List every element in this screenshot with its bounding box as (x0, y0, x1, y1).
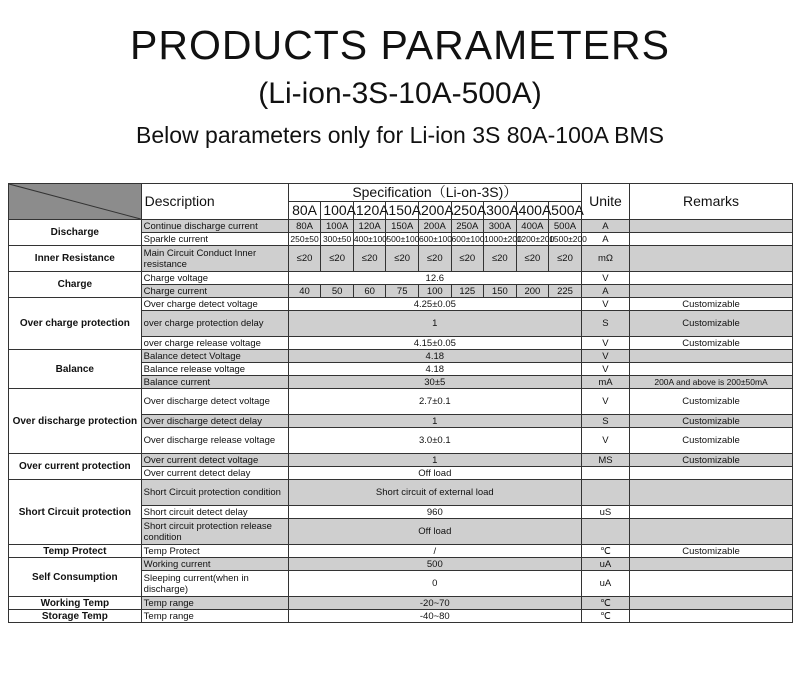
cell-value: 80A (288, 220, 321, 233)
cell-value: Off load (288, 467, 581, 480)
header-remarks: Remarks (630, 184, 793, 220)
row-description: Over discharge detect voltage (141, 389, 288, 415)
cell-unit: A (581, 285, 629, 298)
section-label: Charge (9, 272, 142, 298)
cell-value: 60 (353, 285, 386, 298)
section-label: Over charge protection (9, 298, 142, 350)
cell-unit: V (581, 350, 629, 363)
row-description: Sparkle current (141, 233, 288, 246)
cell-unit: V (581, 363, 629, 376)
diagonal-divider-icon (9, 184, 141, 219)
cell-value: 150A (386, 220, 419, 233)
cell-value: 250A (451, 220, 484, 233)
row-description: Over current detect voltage (141, 454, 288, 467)
parameters-table (8, 183, 793, 623)
section-label: Storage Temp (9, 610, 142, 623)
cell-value: ≤20 (288, 246, 321, 272)
cell-value: 100 (418, 285, 451, 298)
table-row (9, 389, 793, 415)
cell-remark (630, 506, 793, 519)
header-capacity: 120A (353, 202, 386, 220)
row-description: Over discharge release voltage (141, 428, 288, 454)
cell-unit (581, 480, 629, 506)
cell-remark: Customizable (630, 428, 793, 454)
table-row (9, 350, 793, 363)
cell-value: 400±100 (353, 233, 387, 244)
table-row (9, 545, 793, 558)
cell-unit: S (581, 311, 629, 337)
header-capacity: 200A (418, 202, 451, 220)
header-capacity: 300A (484, 202, 517, 220)
cell-value: 1 (288, 311, 581, 337)
cell-value: 960 (288, 506, 581, 519)
cell-value: 150 (484, 285, 517, 298)
header-specification: Specification（Li-on-3S)） (288, 184, 581, 202)
cell-remark (630, 467, 793, 480)
row-description: Short circuit detect delay (141, 506, 288, 519)
cell-unit: mA (581, 376, 629, 389)
cell-unit: A (581, 220, 629, 233)
cell-value: 500±100 (386, 233, 420, 244)
cell-unit: S (581, 415, 629, 428)
row-description: Over discharge detect delay (141, 415, 288, 428)
cell-value: ≤20 (353, 246, 386, 272)
cell-value: 250±50 (288, 233, 321, 246)
cell-remark (630, 350, 793, 363)
row-description: Short circuit protection release condition (141, 519, 288, 545)
cell-value: -40~80 (288, 610, 581, 623)
header-description: Description (141, 184, 288, 220)
cell-value: ≤20 (386, 246, 419, 272)
section-label: Balance (9, 350, 142, 389)
cell-value: / (288, 545, 581, 558)
cell-value: 50 (321, 285, 354, 298)
cell-unit: ℃ (581, 610, 629, 623)
cell-value: 4.25±0.05 (288, 298, 581, 311)
cell-value: 400A (516, 220, 549, 233)
cell-value: ≤20 (516, 246, 549, 272)
cell-remark: 200A and above is 200±50mA (630, 376, 793, 389)
cell-value: 120A (353, 220, 386, 233)
cell-value: Short circuit of external load (288, 480, 581, 506)
cell-value: 4.18 (288, 350, 581, 363)
cell-unit: uA (581, 558, 629, 571)
header-capacity: 100A (321, 202, 354, 220)
cell-remark (630, 480, 793, 506)
cell-remark (630, 246, 793, 272)
row-description: over charge protection delay (141, 311, 288, 337)
cell-remark (630, 285, 793, 298)
row-description: Charge current (141, 285, 288, 298)
row-description: Temp range (141, 597, 288, 610)
cell-remark: Customizable (630, 298, 793, 311)
cell-value: 75 (386, 285, 419, 298)
table-row (9, 220, 793, 233)
cell-unit: V (581, 298, 629, 311)
cell-value: 4.15±0.05 (288, 337, 581, 350)
cell-unit (581, 519, 629, 545)
row-description: Balance current (141, 376, 288, 389)
cell-value: ≤20 (484, 246, 517, 272)
cell-value: 500A (549, 220, 582, 233)
cell-unit: V (581, 428, 629, 454)
section-label: Over current protection (9, 454, 142, 480)
cell-value: 1 (288, 454, 581, 467)
cell-value: 1 (288, 415, 581, 428)
row-description: Main Circuit Conduct Inner resistance (141, 246, 288, 272)
cell-value: 1500±200 (549, 233, 587, 244)
cell-remark (630, 610, 793, 623)
cell-value: ≤20 (451, 246, 484, 272)
table-row (9, 246, 793, 272)
row-description: Charge voltage (141, 272, 288, 285)
row-description: Sleeping current(when in discharge) (141, 571, 288, 597)
header-capacity: 400A (516, 202, 549, 220)
header-capacity: 250A (451, 202, 484, 220)
cell-remark (630, 363, 793, 376)
cell-value: 125 (451, 285, 484, 298)
row-description: Working current (141, 558, 288, 571)
table-row (9, 272, 793, 285)
cell-value: 1200±200 (516, 233, 555, 244)
cell-value: 600±100 (451, 233, 485, 244)
row-description: Continue discharge current (141, 220, 288, 233)
cell-unit: uA (581, 571, 629, 597)
cell-value: 200 (516, 285, 549, 298)
cell-value: 500 (288, 558, 581, 571)
row-description: Temp range (141, 610, 288, 623)
section-label: Working Temp (9, 597, 142, 610)
cell-value: 0 (288, 571, 581, 597)
header-corner (9, 184, 142, 220)
cell-value: 300A (484, 220, 517, 233)
cell-unit: uS (581, 506, 629, 519)
section-label: Over discharge protection (9, 389, 142, 454)
cell-value: 40 (288, 285, 321, 298)
cell-unit (581, 467, 629, 480)
cell-value: 4.18 (288, 363, 581, 376)
page-subtitle: (Li-ion-3S-10A-500A) (258, 77, 542, 110)
cell-remark: Customizable (630, 454, 793, 467)
cell-remark: Customizable (630, 415, 793, 428)
cell-value: ≤20 (321, 246, 354, 272)
table-row (9, 298, 793, 311)
cell-remark (630, 558, 793, 571)
cell-remark (630, 233, 793, 246)
header-capacity: 500A (549, 202, 582, 220)
header-capacity: 80A (288, 202, 321, 220)
cell-remark: Customizable (630, 389, 793, 415)
cell-remark (630, 519, 793, 545)
cell-value: 225 (549, 285, 582, 298)
cell-unit: MS (581, 454, 629, 467)
row-description: Over charge detect voltage (141, 298, 288, 311)
row-description: Short Circuit protection condition (141, 480, 288, 506)
cell-value: Off load (288, 519, 581, 545)
row-description: Balance release voltage (141, 363, 288, 376)
header-unite: Unite (581, 184, 629, 220)
cell-value: ≤20 (549, 246, 582, 272)
row-description: over charge release voltage (141, 337, 288, 350)
cell-value: 600±100 (418, 233, 452, 244)
cell-value: 1000±200 (484, 233, 522, 244)
cell-unit: V (581, 272, 629, 285)
section-label: Self Consumption (9, 558, 142, 597)
cell-unit: ℃ (581, 545, 629, 558)
cell-remark (630, 220, 793, 233)
cell-remark: Customizable (630, 545, 793, 558)
cell-value: 200A (418, 220, 451, 233)
cell-unit: ℃ (581, 597, 629, 610)
cell-value: 2.7±0.1 (288, 389, 581, 415)
cell-remark: Customizable (630, 337, 793, 350)
cell-unit: V (581, 337, 629, 350)
cell-value: ≤20 (418, 246, 451, 272)
cell-value: 300±50 (321, 233, 354, 246)
cell-remark (630, 597, 793, 610)
table-row (9, 610, 793, 623)
cell-value: -20~70 (288, 597, 581, 610)
page-title: PRODUCTS PARAMETERS (130, 22, 670, 68)
cell-value: 30±5 (288, 376, 581, 389)
cell-value: 3.0±0.1 (288, 428, 581, 454)
row-description: Temp Protect (141, 545, 288, 558)
section-label: Discharge (9, 220, 142, 246)
table-row (9, 480, 793, 506)
row-description: Over current detect delay (141, 467, 288, 480)
cell-value: 12.6 (288, 272, 581, 285)
cell-value: 100A (321, 220, 354, 233)
cell-remark: Customizable (630, 311, 793, 337)
section-label: Temp Protect (9, 545, 142, 558)
cell-unit: mΩ (581, 246, 629, 272)
cell-unit: A (581, 233, 629, 246)
cell-remark (630, 272, 793, 285)
table-row (9, 597, 793, 610)
section-label: Inner Resistance (9, 246, 142, 272)
cell-unit: V (581, 389, 629, 415)
section-label: Short Circuit protection (9, 480, 142, 545)
table-row (9, 558, 793, 571)
header-capacity: 150A (386, 202, 419, 220)
table-row (9, 454, 793, 467)
scope-note: Below parameters only for Li-ion 3S 80A-100A BMS (136, 122, 664, 148)
row-description: Balance detect Voltage (141, 350, 288, 363)
cell-remark (630, 571, 793, 597)
